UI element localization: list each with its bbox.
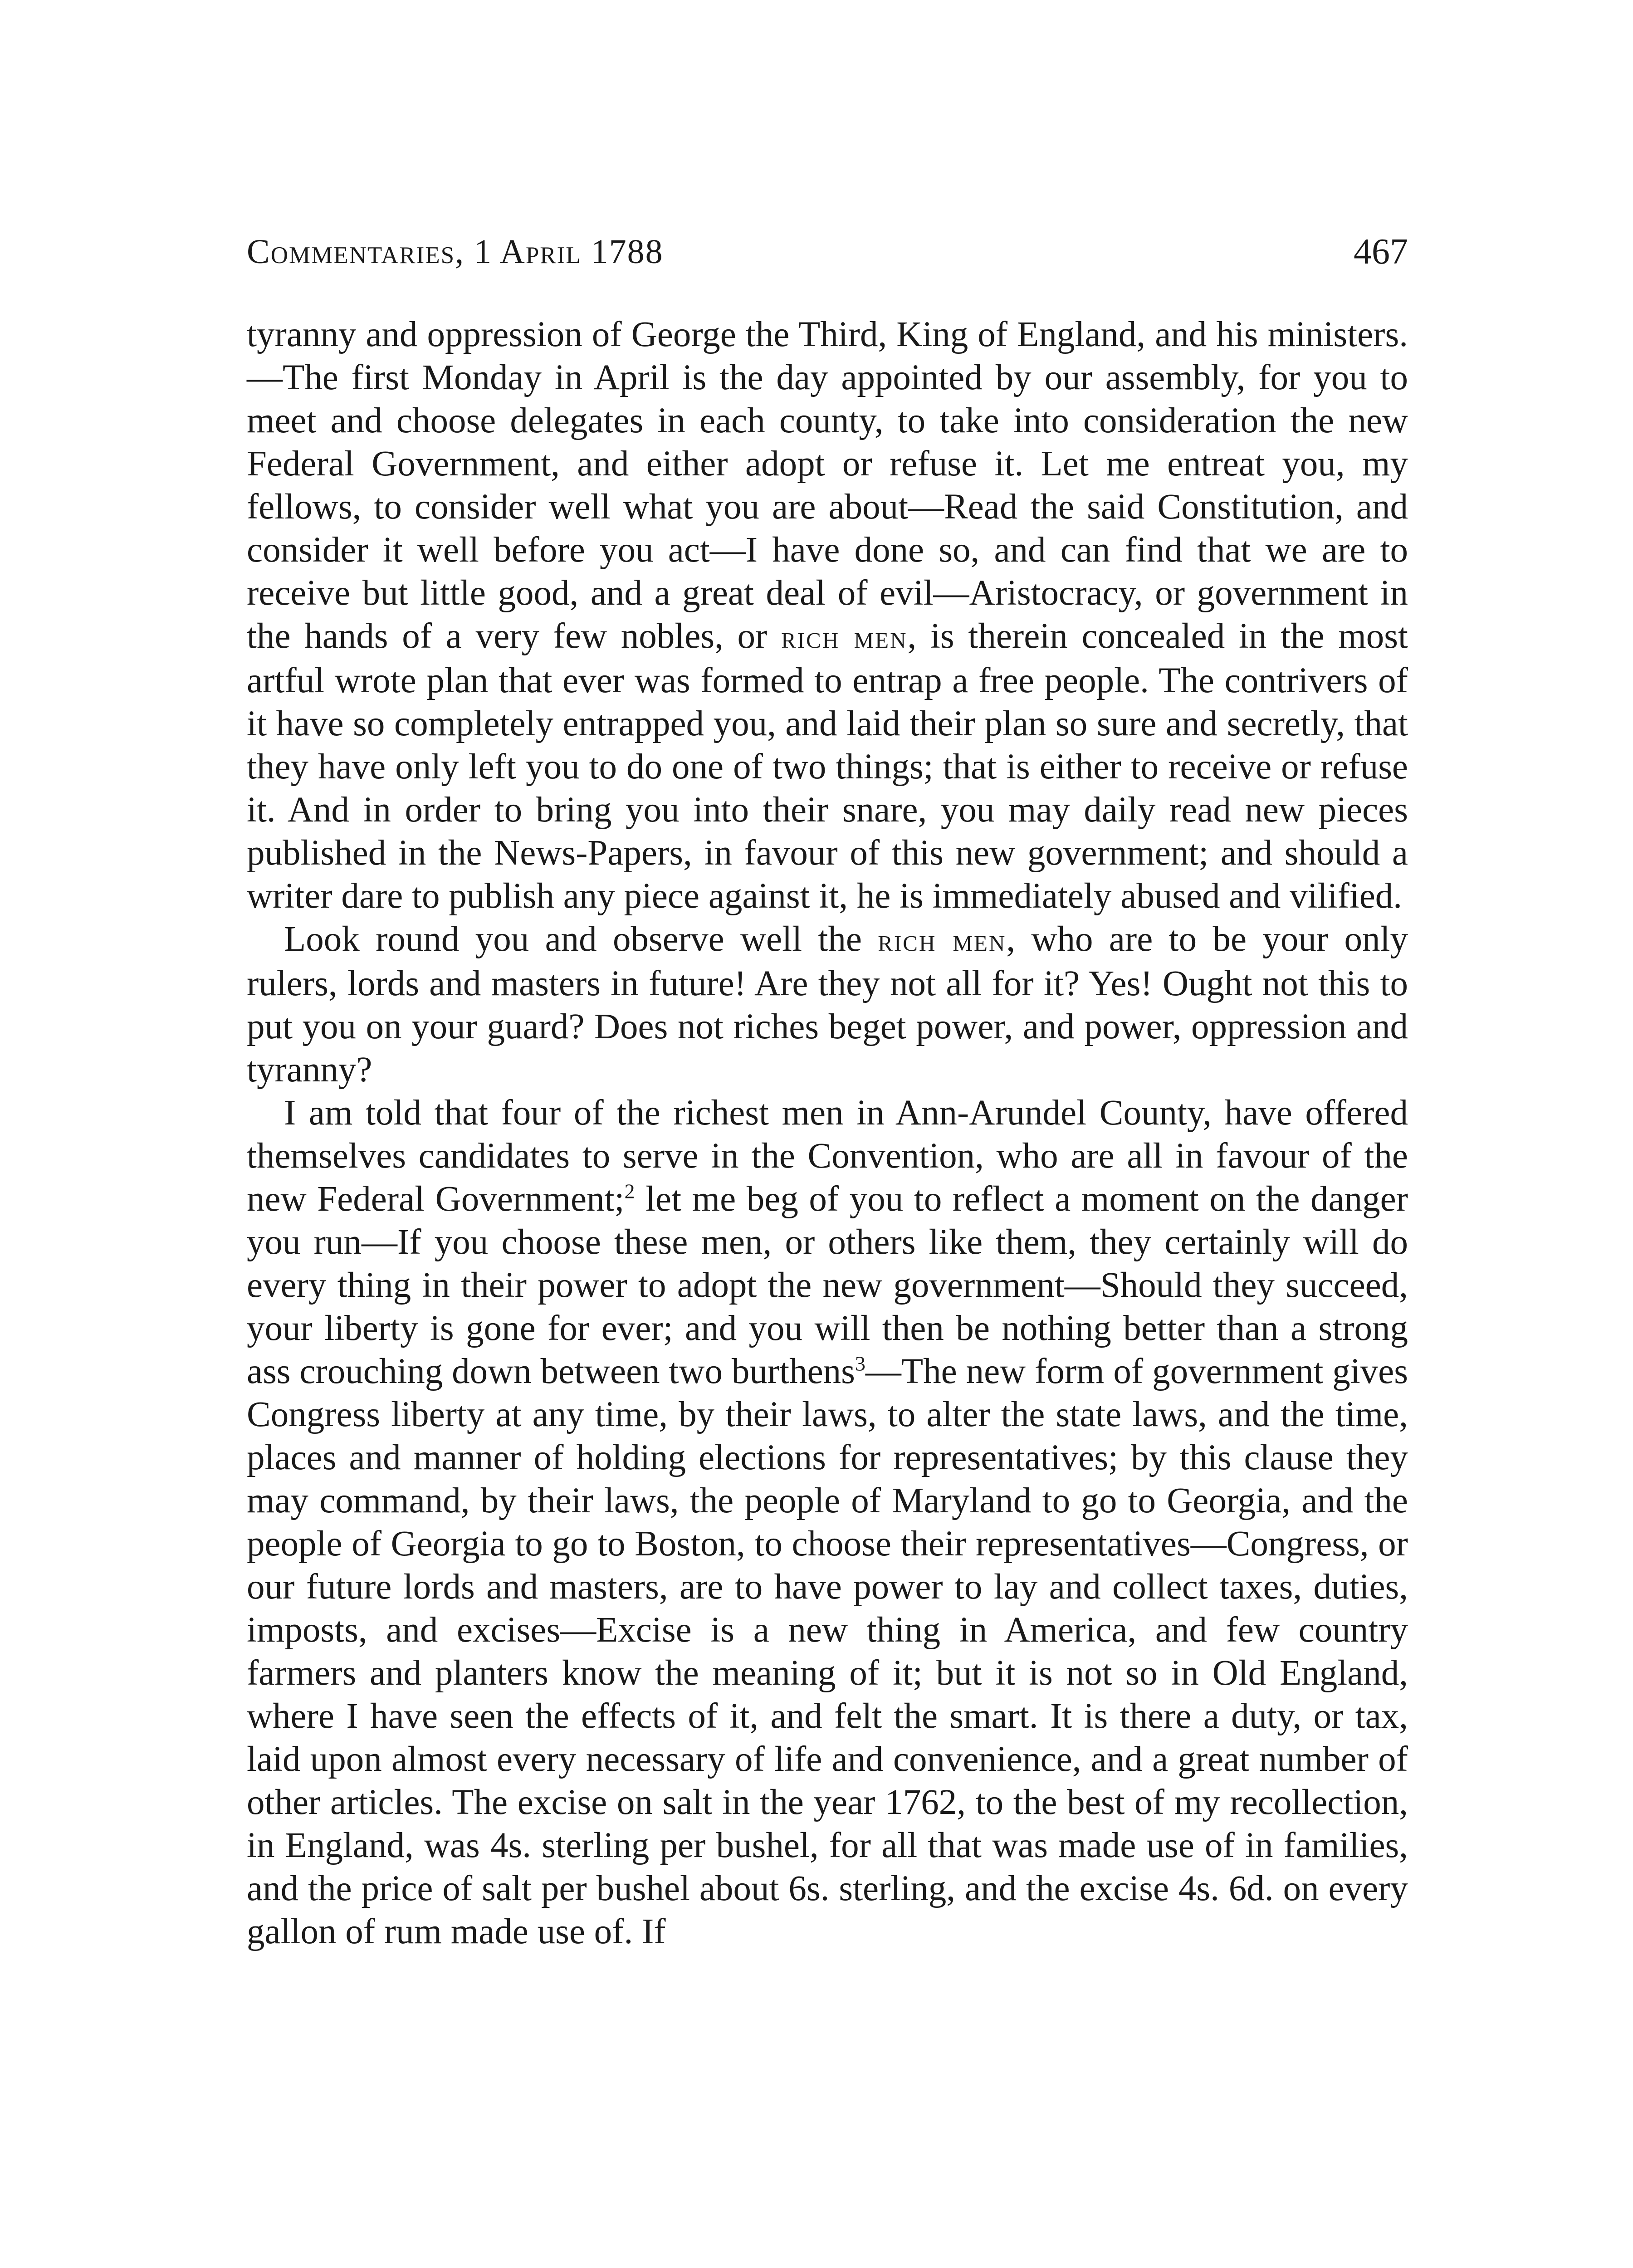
small-caps-text: rich men [878, 923, 1007, 958]
paragraph-text: —The new form of government gives Congress liberty at any time, by their laws, to alter the state laws, and the time, places and manner of holding elections for representatives; by this clause they may command, by their laws, the people of Maryland to go to Georgia, and the people of Georgia to go to Boston, to choose their representatives—Congress, or our future lords and masters, are to have power to lay and collect taxes, duties, imposts, and excises—Excise is a new thing in America, and few country farmers and planters know the meaning of it; but it is not so in Old England, where I have seen the effects of it, and felt the smart. It is there a duty, or tax, laid upon almost every necessary of life and convenience, and a great number of other articles. The excise on salt in the year 1762, to the best of my recollection, in England, was 4s. sterling per bushel, for all that was made use of in families, and the price of salt per bushel about 6s. sterling, and the excise 4s. 6d. on every gallon of rum made use of. If [247, 1352, 1408, 1951]
footnote-marker: 3 [855, 1352, 865, 1375]
paragraph-text: , who are to be your only rulers, lords and masters in future! Are they not all for it? Yes! Ought not this to put you on your guard? Does not riches beget power, and power, oppression and tyranny? [247, 919, 1408, 1090]
page-number: 467 [1354, 232, 1408, 272]
body-text [247, 313, 1408, 1953]
paragraph-text: , is therein concealed in the most artful wrote plan that ever was formed to entrap a free people. The contrivers of it have so completely entrapped you, and laid their plan so sure and secretly, that they have only left you to do one of two things; that is either to receive or refuse it. And in order to bring you into their snare, you may daily read new pieces published in the News-Papers, in favour of this new government; and should a writer dare to publish any piece against it, he is immediately abused and vilified. [247, 616, 1408, 916]
running-head: Commentaries, 1 April 1788 [247, 233, 664, 271]
page-header [247, 227, 1408, 277]
paragraph-text: Look round you and observe well the [284, 919, 878, 959]
paragraph-text: tyranny and oppression of George the Third, King of England, and his ministers.—The first Monday in April is the day appointed by our assembly, for you to meet and choose delegates in each county, to take into consideration the new Federal Government, and either adopt or refuse it. Let me entreat you, my fellows, to consider well what you are about—Read the said Constitution, and consider it well before you act—I have done so, and can find that we are to receive but little good, and a great deal of evil—Aristocracy, or government in the hands of a very few nobles, or [247, 315, 1408, 656]
small-caps-text: rich men [781, 620, 908, 655]
paragraph [247, 313, 1408, 918]
paragraph [247, 918, 1408, 1091]
paragraph-text: I am told that four of the richest men in Ann-Arundel County, have offered themselves candidates to serve in the Convention, who are all in favour of the new Federal Government; [247, 1093, 1408, 1219]
paragraph [247, 1091, 1408, 1953]
paragraph-text: let me beg of you to reflect a moment on the danger you run—If you choose these men, or others like them, they certainly will do every thing in their power to adopt the new government—Should they succeed, your liberty is gone for ever; and you will then be nothing better than a strong ass crouching down between two burthens [247, 1179, 1408, 1391]
footnote-marker: 2 [624, 1179, 635, 1203]
